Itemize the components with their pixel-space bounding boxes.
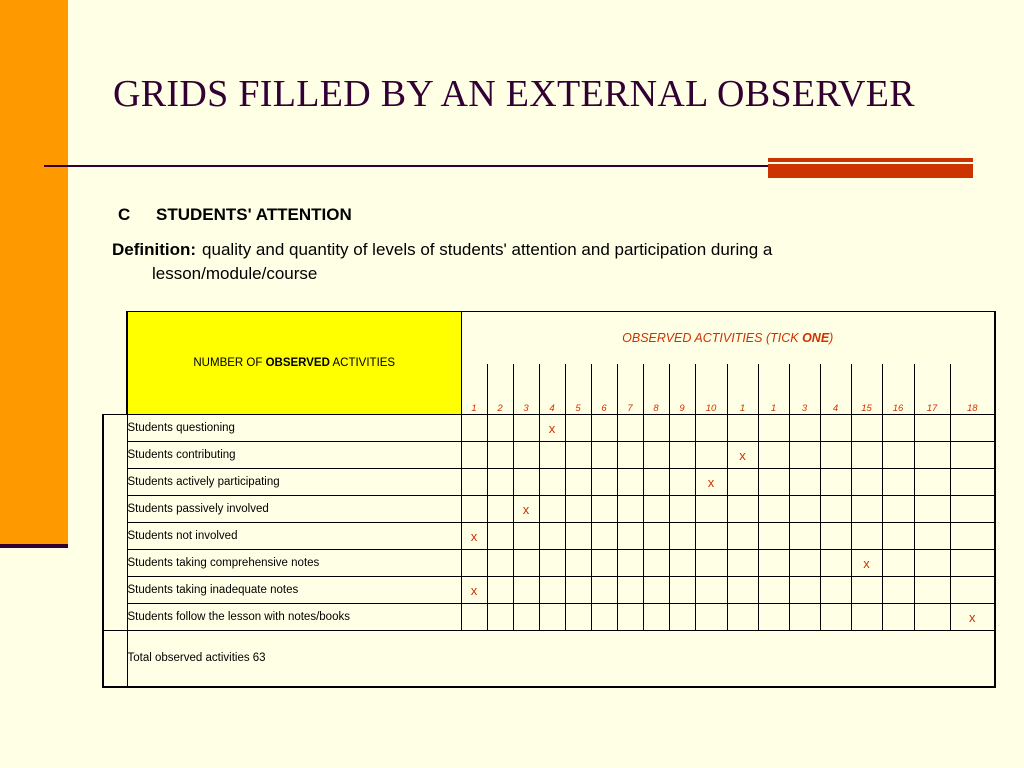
tick-cell[interactable] (758, 577, 789, 604)
tick-cell[interactable] (914, 577, 950, 604)
column-number: 9 (669, 364, 695, 415)
tick-cell[interactable] (591, 577, 617, 604)
grid-row (103, 469, 995, 496)
tick-cell[interactable] (950, 415, 995, 442)
tick-cell[interactable] (539, 604, 565, 631)
tick-cell[interactable] (914, 469, 950, 496)
tick-cell[interactable] (727, 550, 758, 577)
tick-cell[interactable] (727, 523, 758, 550)
tick-cell[interactable] (950, 523, 995, 550)
grid-row (103, 496, 995, 523)
grid-row (103, 577, 995, 604)
tick-cell[interactable] (617, 442, 643, 469)
tick-cell[interactable] (758, 523, 789, 550)
left-accent-bar (0, 0, 68, 548)
tick-cell[interactable] (513, 604, 539, 631)
column-number: 8 (643, 364, 669, 415)
tick-cell[interactable] (789, 604, 820, 631)
tick-cell[interactable] (565, 496, 591, 523)
tick-cell[interactable] (565, 550, 591, 577)
grid-corner-blank (103, 312, 127, 415)
observed-header-suffix: ) (829, 330, 834, 345)
tick-cell[interactable] (643, 550, 669, 577)
tick-cell[interactable] (820, 550, 851, 577)
tick-cell[interactable] (487, 604, 513, 631)
tick-cell[interactable] (643, 577, 669, 604)
tick-cell[interactable] (758, 469, 789, 496)
title-divider-accent-thick (768, 164, 973, 178)
tick-cell[interactable] (461, 469, 487, 496)
total-row (103, 631, 995, 687)
tick-cell[interactable] (695, 415, 727, 442)
tick-cell[interactable] (487, 523, 513, 550)
observed-header-prefix: OBSERVED ACTIVITIES (TICK (622, 330, 803, 345)
column-number: 2 (487, 364, 513, 415)
column-number: 6 (591, 364, 617, 415)
tick-cell[interactable] (851, 523, 882, 550)
tick-cell[interactable] (643, 415, 669, 442)
grid-row (103, 415, 995, 442)
grid-row (103, 604, 995, 631)
tick-cell[interactable] (539, 523, 565, 550)
tick-cell[interactable] (882, 496, 914, 523)
tick-cell[interactable] (695, 577, 727, 604)
tick-cell[interactable] (539, 442, 565, 469)
tick-cell[interactable] (882, 442, 914, 469)
tick-cell[interactable] (950, 496, 995, 523)
tick-cell[interactable] (727, 415, 758, 442)
tick-cell[interactable] (461, 496, 487, 523)
tick-cell[interactable] (669, 604, 695, 631)
tick-cell[interactable] (914, 604, 950, 631)
tick-cell[interactable] (851, 469, 882, 496)
tick-mark: x (707, 474, 715, 490)
tick-cell[interactable] (695, 523, 727, 550)
tick-cell[interactable] (617, 496, 643, 523)
total-observed-activities: Total observed activities 63 (127, 631, 995, 687)
observed-header-bold: ONE (802, 330, 830, 345)
tick-cell[interactable] (820, 469, 851, 496)
tick-cell[interactable] (643, 604, 669, 631)
section-heading (118, 205, 352, 225)
tick-mark: x (522, 501, 530, 517)
tick-cell[interactable] (727, 442, 758, 469)
tick-cell[interactable] (882, 469, 914, 496)
column-number: 17 (914, 364, 950, 415)
tick-cell[interactable] (695, 496, 727, 523)
tick-cell[interactable] (539, 469, 565, 496)
tick-mark: x (969, 609, 976, 625)
title-divider-line (44, 165, 768, 167)
row-label: Students contributing (127, 442, 461, 469)
tick-cell[interactable] (513, 415, 539, 442)
row-label: Students follow the lesson with notes/books (127, 604, 461, 631)
column-number: 3 (789, 364, 820, 415)
tick-cell[interactable] (914, 523, 950, 550)
total-side-cell (103, 631, 127, 687)
tick-cell[interactable] (695, 604, 727, 631)
tick-cell[interactable] (487, 469, 513, 496)
tick-cell[interactable] (789, 523, 820, 550)
section-title: STUDENTS' ATTENTION (156, 205, 352, 224)
observed-activities-header (461, 312, 995, 364)
tick-cell[interactable] (643, 442, 669, 469)
tick-cell[interactable] (882, 550, 914, 577)
row-label: Students passively involved (127, 496, 461, 523)
tick-cell[interactable] (461, 523, 487, 550)
tick-cell[interactable] (565, 469, 591, 496)
number-of-observed-activities-header (127, 312, 461, 415)
tick-cell[interactable] (914, 550, 950, 577)
tick-cell[interactable] (758, 604, 789, 631)
column-number: 18 (950, 364, 995, 415)
left-accent-bar-underline (0, 544, 68, 548)
tick-mark: x (470, 528, 478, 544)
column-number: 1 (758, 364, 789, 415)
tick-cell[interactable] (617, 604, 643, 631)
tick-cell[interactable] (461, 604, 487, 631)
tick-cell[interactable] (565, 415, 591, 442)
tick-cell[interactable] (669, 469, 695, 496)
tick-cell[interactable] (695, 550, 727, 577)
definition-block (112, 238, 912, 286)
tick-cell[interactable] (950, 604, 995, 631)
tick-cell[interactable] (487, 442, 513, 469)
tick-cell[interactable] (461, 577, 487, 604)
tick-cell[interactable] (789, 469, 820, 496)
tick-cell[interactable] (617, 523, 643, 550)
section-letter: C (118, 205, 131, 224)
tick-cell[interactable] (727, 469, 758, 496)
row-label: Students questioning (127, 415, 461, 442)
tick-cell[interactable] (591, 523, 617, 550)
tick-cell[interactable] (820, 577, 851, 604)
tick-cell[interactable] (950, 469, 995, 496)
tick-cell[interactable] (669, 550, 695, 577)
tick-cell[interactable] (591, 604, 617, 631)
tick-cell[interactable] (950, 577, 995, 604)
tick-cell[interactable] (591, 496, 617, 523)
tick-cell[interactable] (727, 604, 758, 631)
tick-cell[interactable] (820, 496, 851, 523)
tick-cell[interactable] (820, 415, 851, 442)
row-label: Students taking inadequate notes (127, 577, 461, 604)
tick-cell[interactable] (851, 550, 882, 577)
column-number: 5 (565, 364, 591, 415)
tick-cell[interactable] (617, 577, 643, 604)
tick-cell[interactable] (950, 442, 995, 469)
tick-cell[interactable] (695, 442, 727, 469)
definition-text-line2: lesson/module/course (152, 264, 318, 283)
tick-cell[interactable] (539, 415, 565, 442)
tick-cell[interactable] (513, 550, 539, 577)
tick-cell[interactable] (513, 523, 539, 550)
tick-mark: x (863, 555, 870, 571)
column-number: 4 (539, 364, 565, 415)
tick-cell[interactable] (617, 550, 643, 577)
definition-label: Definition: (112, 240, 197, 259)
tick-cell[interactable] (851, 577, 882, 604)
tick-cell[interactable] (882, 415, 914, 442)
tick-cell[interactable] (851, 442, 882, 469)
tick-cell[interactable] (591, 442, 617, 469)
tick-mark: x (548, 420, 556, 436)
tick-cell[interactable] (789, 415, 820, 442)
observation-grid (102, 311, 996, 688)
column-number: 3 (513, 364, 539, 415)
tick-cell[interactable] (487, 577, 513, 604)
tick-cell[interactable] (669, 415, 695, 442)
grid-row (103, 442, 995, 469)
tick-cell[interactable] (669, 496, 695, 523)
grid-row (103, 523, 995, 550)
tick-cell[interactable] (758, 415, 789, 442)
column-number: 1 (727, 364, 758, 415)
tick-cell[interactable] (643, 523, 669, 550)
tick-cell[interactable] (669, 577, 695, 604)
row-label: Students not involved (127, 523, 461, 550)
tick-cell[interactable] (487, 415, 513, 442)
tick-cell[interactable] (914, 442, 950, 469)
tick-cell[interactable] (851, 415, 882, 442)
tick-cell[interactable] (882, 523, 914, 550)
tick-cell[interactable] (695, 469, 727, 496)
tick-cell[interactable] (727, 496, 758, 523)
tick-cell[interactable] (565, 523, 591, 550)
tick-cell[interactable] (851, 604, 882, 631)
definition-text-line1: quality and quantity of levels of students' attention and participation during a (202, 240, 773, 259)
number-header-suffix: ACTIVITIES (329, 357, 396, 369)
tick-cell[interactable] (643, 469, 669, 496)
tick-cell[interactable] (565, 442, 591, 469)
tick-cell[interactable] (591, 415, 617, 442)
tick-cell[interactable] (513, 496, 539, 523)
title-divider-accent-thin (768, 158, 973, 162)
tick-mark: x (470, 582, 478, 598)
tick-cell[interactable] (617, 469, 643, 496)
tick-cell[interactable] (882, 604, 914, 631)
tick-cell[interactable] (539, 577, 565, 604)
tick-cell[interactable] (727, 577, 758, 604)
tick-mark: x (739, 447, 746, 463)
tick-cell[interactable] (565, 577, 591, 604)
tick-cell[interactable] (950, 550, 995, 577)
tick-cell[interactable] (789, 496, 820, 523)
tick-cell[interactable] (487, 496, 513, 523)
column-number: 4 (820, 364, 851, 415)
tick-cell[interactable] (820, 442, 851, 469)
tick-cell[interactable] (591, 550, 617, 577)
tick-cell[interactable] (461, 442, 487, 469)
column-number: 7 (617, 364, 643, 415)
tick-cell[interactable] (591, 469, 617, 496)
tick-cell[interactable] (513, 442, 539, 469)
number-header-prefix: NUMBER OF (193, 357, 266, 369)
row-group-side-cell (103, 415, 127, 631)
tick-cell[interactable] (914, 496, 950, 523)
tick-cell[interactable] (513, 577, 539, 604)
tick-cell[interactable] (789, 550, 820, 577)
tick-cell[interactable] (914, 415, 950, 442)
tick-cell[interactable] (820, 604, 851, 631)
tick-cell[interactable] (669, 442, 695, 469)
grid-row (103, 550, 995, 577)
slide-title: GRIDS FILLED BY AN EXTERNAL OBSERVER (113, 73, 915, 115)
tick-cell[interactable] (461, 415, 487, 442)
tick-cell[interactable] (461, 550, 487, 577)
row-label: Students taking comprehensive notes (127, 550, 461, 577)
number-header-bold: OBSERVED (265, 357, 330, 369)
tick-cell[interactable] (820, 523, 851, 550)
tick-cell[interactable] (758, 442, 789, 469)
tick-cell[interactable] (513, 469, 539, 496)
column-number: 1 (461, 364, 487, 415)
tick-cell[interactable] (851, 496, 882, 523)
tick-cell[interactable] (758, 550, 789, 577)
tick-cell[interactable] (539, 550, 565, 577)
column-number: 16 (882, 364, 914, 415)
tick-cell[interactable] (789, 442, 820, 469)
tick-cell[interactable] (487, 550, 513, 577)
column-number: 15 (851, 364, 882, 415)
tick-cell[interactable] (882, 577, 914, 604)
column-number: 10 (695, 364, 727, 415)
tick-cell[interactable] (617, 415, 643, 442)
tick-cell[interactable] (539, 496, 565, 523)
row-label: Students actively participating (127, 469, 461, 496)
tick-cell[interactable] (565, 604, 591, 631)
tick-cell[interactable] (758, 496, 789, 523)
tick-cell[interactable] (789, 577, 820, 604)
tick-cell[interactable] (669, 523, 695, 550)
tick-cell[interactable] (643, 496, 669, 523)
